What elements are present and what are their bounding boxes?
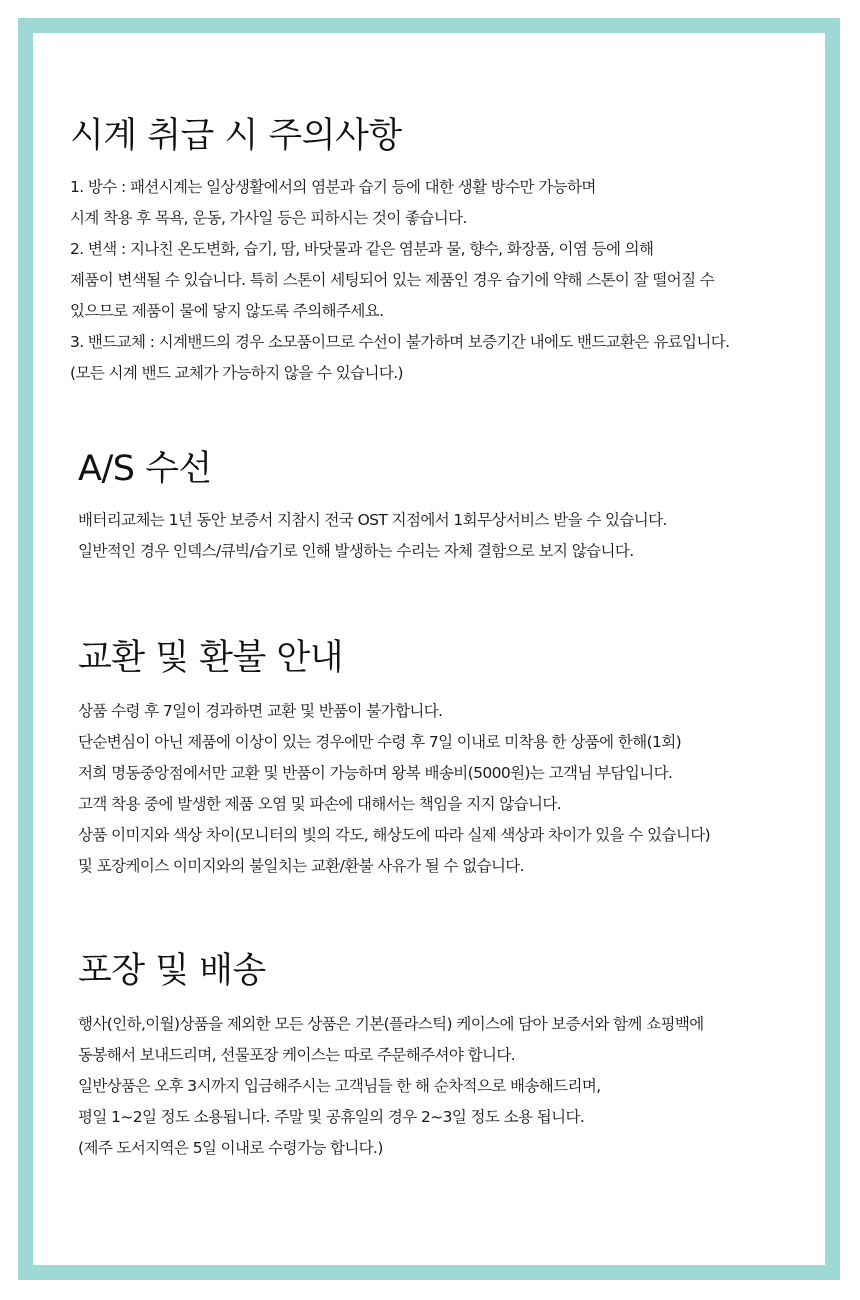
text-line: 일반상품은 오후 3시까지 입금해주시는 고객님들 한 해 순차적으로 배송해드리며, — [78, 1077, 601, 1095]
exchange-refund-title: 교환 및 환불 안내 — [78, 638, 344, 678]
text-line: 저희 명동중앙점에서만 교환 및 반품이 가능하며 왕복 배송비(5000원)는 고객님 부담입니다. — [78, 764, 673, 782]
text-line: 상품 수령 후 7일이 경과하면 교환 및 반품이 불가합니다. — [78, 702, 443, 720]
exchange-refund-section — [33, 636, 825, 882]
packaging-shipping-title: 포장 및 배송 — [78, 951, 266, 991]
text-line: 제품이 변색될 수 있습니다. 특히 스톤이 세팅되어 있는 제품인 경우 습기에 약해 스톤이 잘 떨어질 수 — [70, 271, 715, 289]
text-line: 일반적인 경우 인덱스/큐빅/습기로 인해 발생하는 수리는 자체 결함으로 보지 않습니다. — [78, 542, 634, 560]
text-line: 및 포장케이스 이미지와의 불일치는 교환/환불 사유가 될 수 없습니다. — [78, 857, 525, 875]
exchange-refund-text — [78, 696, 825, 882]
text-line: 고객 착용 중에 발생한 제품 오염 및 파손에 대해서는 책임을 지지 않습니다. — [78, 795, 562, 813]
watch-care-text — [70, 172, 825, 389]
watch-care-section — [33, 114, 825, 389]
notice-frame — [18, 18, 840, 1280]
text-line: 상품 이미지와 색상 차이(모니터의 빛의 각도, 해상도에 따라 실제 색상과 차이가 있을 수 있습니다) — [78, 826, 711, 844]
text-line: 시계 착용 후 목욕, 운동, 가사일 등은 피하시는 것이 좋습니다. — [70, 209, 467, 227]
text-line: 3. 밴드교체 : 시계밴드의 경우 소모품이므로 수선이 불가하며 보증기간 내에도 밴드교환은 유료입니다. — [70, 333, 730, 351]
text-line: 배터리교체는 1년 동안 보증서 지참시 전국 OST 지점에서 1회무상서비스 받을 수 있습니다. — [78, 511, 667, 529]
watch-care-title: 시계 취급 시 주의사항 — [70, 116, 402, 156]
text-line: 동봉해서 보내드리며, 선물포장 케이스는 따로 주문해주셔야 합니다. — [78, 1046, 516, 1064]
text-line: 평일 1~2일 정도 소용됩니다. 주말 및 공휴일의 경우 2~3일 정도 소용 됩니다. — [78, 1108, 585, 1126]
repair-text — [78, 505, 825, 567]
text-line: (모든 시계 밴드 교체가 가능하지 않을 수 있습니다.) — [70, 364, 403, 382]
text-line: (제주 도서지역은 5일 이내로 수령가능 합니다.) — [78, 1139, 383, 1157]
packaging-shipping-text — [78, 1009, 825, 1164]
repair-section — [33, 447, 825, 567]
text-line: 있으므로 제품이 물에 닿지 않도록 주의해주세요. — [70, 302, 384, 320]
text-line: 단순변심이 아닌 제품에 이상이 있는 경우에만 수령 후 7일 이내로 미착용 한 상품에 한해(1회) — [78, 733, 682, 751]
repair-title: A/S 수선 — [78, 449, 212, 489]
packaging-shipping-section — [33, 949, 825, 1164]
text-line: 1. 방수 : 패션시계는 일상생활에서의 염분과 습기 등에 대한 생활 방수만 가능하며 — [70, 178, 596, 196]
text-line: 행사(인하,이월)상품을 제외한 모든 상품은 기본(플라스틱) 케이스에 담아 보증서와 함께 쇼핑백에 — [78, 1015, 704, 1033]
text-line: 2. 변색 : 지나친 온도변화, 습기, 땀, 바닷물과 같은 염분과 물, 향수, 화장품, 이염 등에 의해 — [70, 240, 654, 258]
